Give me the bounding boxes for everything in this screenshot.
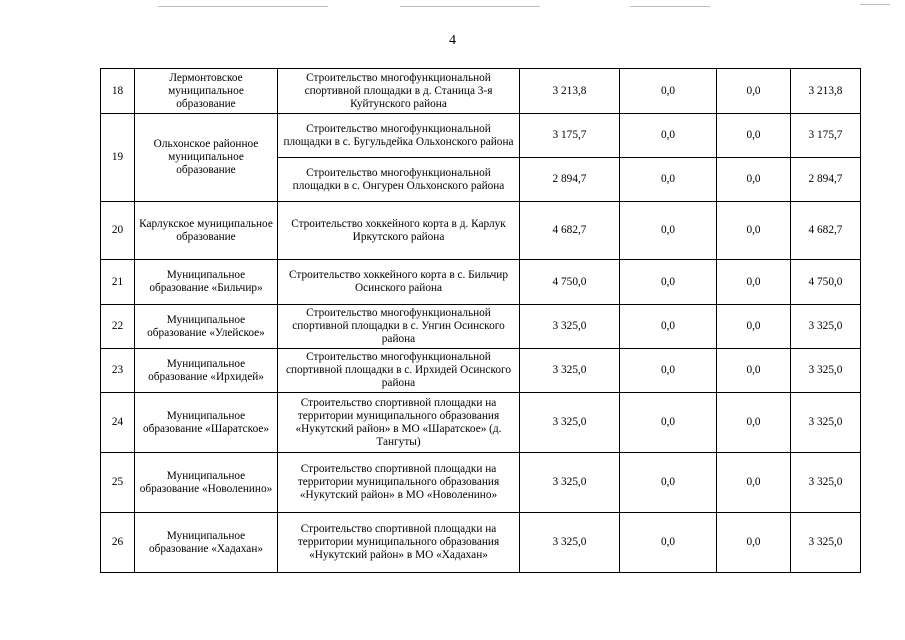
amount-cell: 0,0: [717, 202, 791, 260]
amount-cell: 0,0: [717, 69, 791, 114]
amount-total-cell: 3 175,7: [520, 114, 620, 158]
table-row: [101, 349, 861, 393]
amount-cell: 0,0: [620, 349, 717, 393]
municipality-cell: Муниципальное образование «Шаратское»: [135, 393, 278, 453]
row-number-cell: 24: [101, 393, 135, 453]
scan-artifact-line: [860, 4, 890, 5]
table-row: [101, 69, 861, 114]
municipality-cell: Лермонтовское муниципальное образование: [135, 69, 278, 114]
amount-result-cell: 3 325,0: [791, 393, 861, 453]
amount-result-cell: 3 325,0: [791, 453, 861, 513]
table-row: [101, 260, 861, 305]
table-row: [101, 453, 861, 513]
project-cell: Строительство многофункциональной площадки в с. Онгурен Ольхонского района: [278, 158, 520, 202]
amount-result-cell: 3 213,8: [791, 69, 861, 114]
project-cell: Строительство хоккейного корта в д. Карлук Иркутского района: [278, 202, 520, 260]
amount-cell: 0,0: [620, 393, 717, 453]
amount-total-cell: 3 325,0: [520, 305, 620, 349]
table-row: [101, 114, 861, 158]
amount-cell: 0,0: [717, 453, 791, 513]
amount-result-cell: 3 175,7: [791, 114, 861, 158]
amount-cell: 0,0: [620, 513, 717, 573]
scan-artifact-line: [400, 6, 540, 7]
project-cell: Строительство хоккейного корта в с. Бильчир Осинского района: [278, 260, 520, 305]
project-cell: Строительство многофункциональной спортивной площадки в с. Унгин Осинского района: [278, 305, 520, 349]
project-cell: Строительство спортивной площадки на территории муниципального образования «Нукутский район» в МО «Хадахан»: [278, 513, 520, 573]
page-number: 4: [449, 33, 456, 48]
amount-total-cell: 3 325,0: [520, 513, 620, 573]
amount-cell: 0,0: [717, 114, 791, 158]
municipality-cell: Муниципальное образование «Хадахан»: [135, 513, 278, 573]
scan-artifact-line: [630, 6, 710, 7]
municipality-cell: Муниципальное образование «Новоленино»: [135, 453, 278, 513]
amount-cell: 0,0: [620, 305, 717, 349]
project-cell: Строительство спортивной площадки на территории муниципального образования «Нукутский район» в МО «Шаратское» (д. Тангуты): [278, 393, 520, 453]
amount-cell: 0,0: [620, 260, 717, 305]
amount-cell: 0,0: [620, 202, 717, 260]
amount-cell: 0,0: [620, 69, 717, 114]
municipality-cell: Ольхонское районное муниципальное образование: [135, 114, 278, 202]
table-row: [101, 305, 861, 349]
amount-result-cell: 3 325,0: [791, 513, 861, 573]
municipality-cell: Муниципальное образование «Бильчир»: [135, 260, 278, 305]
amount-result-cell: 4 750,0: [791, 260, 861, 305]
row-number-cell: 23: [101, 349, 135, 393]
row-number-cell: 18: [101, 69, 135, 114]
funding-table: [100, 68, 861, 573]
row-number-cell: 21: [101, 260, 135, 305]
amount-total-cell: 3 325,0: [520, 453, 620, 513]
project-cell: Строительство спортивной площадки на территории муниципального образования «Нукутский район» в МО «Новоленино»: [278, 453, 520, 513]
amount-cell: 0,0: [717, 513, 791, 573]
amount-total-cell: 3 325,0: [520, 393, 620, 453]
row-number-cell: 26: [101, 513, 135, 573]
amount-total-cell: 4 750,0: [520, 260, 620, 305]
table-body: [101, 69, 861, 573]
amount-cell: 0,0: [620, 114, 717, 158]
row-number-cell: 19: [101, 114, 135, 202]
municipality-cell: Карлукское муниципальное образование: [135, 202, 278, 260]
row-number-cell: 20: [101, 202, 135, 260]
amount-cell: 0,0: [717, 349, 791, 393]
amount-result-cell: 3 325,0: [791, 349, 861, 393]
table-row: [101, 202, 861, 260]
scan-artifact-line: [158, 6, 328, 7]
amount-cell: 0,0: [717, 260, 791, 305]
amount-total-cell: 4 682,7: [520, 202, 620, 260]
amount-total-cell: 3 213,8: [520, 69, 620, 114]
amount-total-cell: 2 894,7: [520, 158, 620, 202]
table-row: [101, 513, 861, 573]
amount-cell: 0,0: [620, 158, 717, 202]
amount-cell: 0,0: [717, 305, 791, 349]
row-number-cell: 22: [101, 305, 135, 349]
amount-cell: 0,0: [717, 158, 791, 202]
municipality-cell: Муниципальное образование «Улейское»: [135, 305, 278, 349]
municipality-cell: Муниципальное образование «Ирхидей»: [135, 349, 278, 393]
table-row: [101, 393, 861, 453]
project-cell: Строительство многофункциональной спортивной площадки в д. Станица 3-я Куйтунского района: [278, 69, 520, 114]
row-number-cell: 25: [101, 453, 135, 513]
project-cell: Строительство многофункциональной спортивной площадки в с. Ирхидей Осинского района: [278, 349, 520, 393]
amount-result-cell: 2 894,7: [791, 158, 861, 202]
project-cell: Строительство многофункциональной площадки в с. Бугульдейка Ольхонского района: [278, 114, 520, 158]
amount-cell: 0,0: [620, 453, 717, 513]
amount-total-cell: 3 325,0: [520, 349, 620, 393]
amount-cell: 0,0: [717, 393, 791, 453]
amount-result-cell: 3 325,0: [791, 305, 861, 349]
amount-result-cell: 4 682,7: [791, 202, 861, 260]
